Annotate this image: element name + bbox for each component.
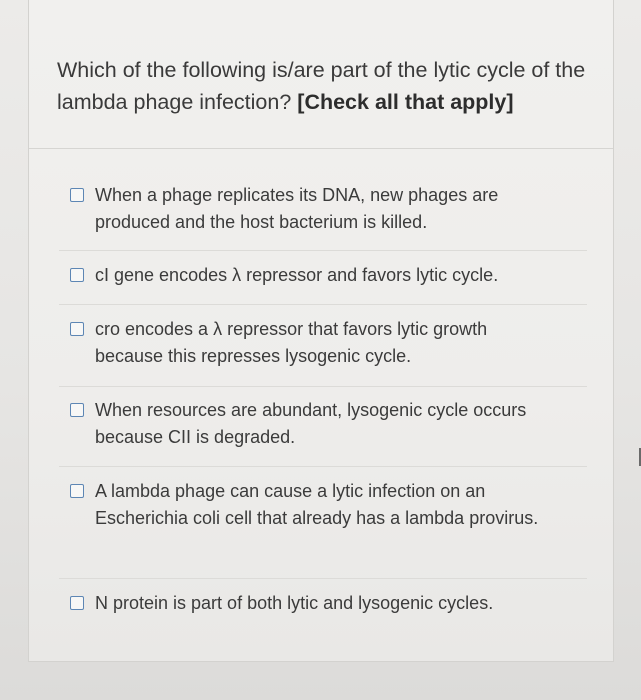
checkbox-icon[interactable] xyxy=(70,322,84,336)
checkbox-icon[interactable] xyxy=(70,268,84,282)
question-prompt xyxy=(57,54,597,118)
answer-option-label: When resources are abundant, lysogenic cycle occurs because CII is degraded. xyxy=(95,400,527,447)
answer-option-label: cro encodes a λ repressor that favors lytic growth because this represses lysogenic cycle. xyxy=(95,319,488,366)
option-divider xyxy=(59,386,587,387)
question-divider xyxy=(29,148,613,149)
answer-option-label: N protein is part of both lytic and lysogenic cycles. xyxy=(95,593,494,613)
option-divider xyxy=(59,250,587,251)
answer-option-6[interactable] xyxy=(59,590,587,617)
checkbox-icon[interactable] xyxy=(70,403,84,417)
checkbox-icon[interactable] xyxy=(70,188,84,202)
checkbox-icon[interactable] xyxy=(70,596,84,610)
option-divider xyxy=(59,304,587,305)
answer-option-2[interactable] xyxy=(59,262,587,289)
option-divider xyxy=(59,466,587,467)
question-text: Which of the following is/are part of the lytic cycle of the lambda phage infection? xyxy=(57,58,586,114)
answer-option-4[interactable] xyxy=(59,397,587,451)
question-instruction: [Check all that apply] xyxy=(297,90,514,114)
answer-option-3[interactable] xyxy=(59,316,587,370)
checkbox-icon[interactable] xyxy=(70,484,84,498)
question-card xyxy=(28,0,614,662)
answer-option-label: When a phage replicates its DNA, new phages are produced and the host bacterium is killed. xyxy=(95,185,499,232)
answer-option-label: A lambda phage can cause a lytic infection on an Escherichia coli cell that already has a lambda provirus. xyxy=(95,481,539,528)
option-divider xyxy=(59,578,587,579)
answer-option-1[interactable] xyxy=(59,182,587,236)
answer-option-label: cI gene encodes λ repressor and favors lytic cycle. xyxy=(95,265,499,285)
answer-option-5[interactable] xyxy=(59,478,587,532)
